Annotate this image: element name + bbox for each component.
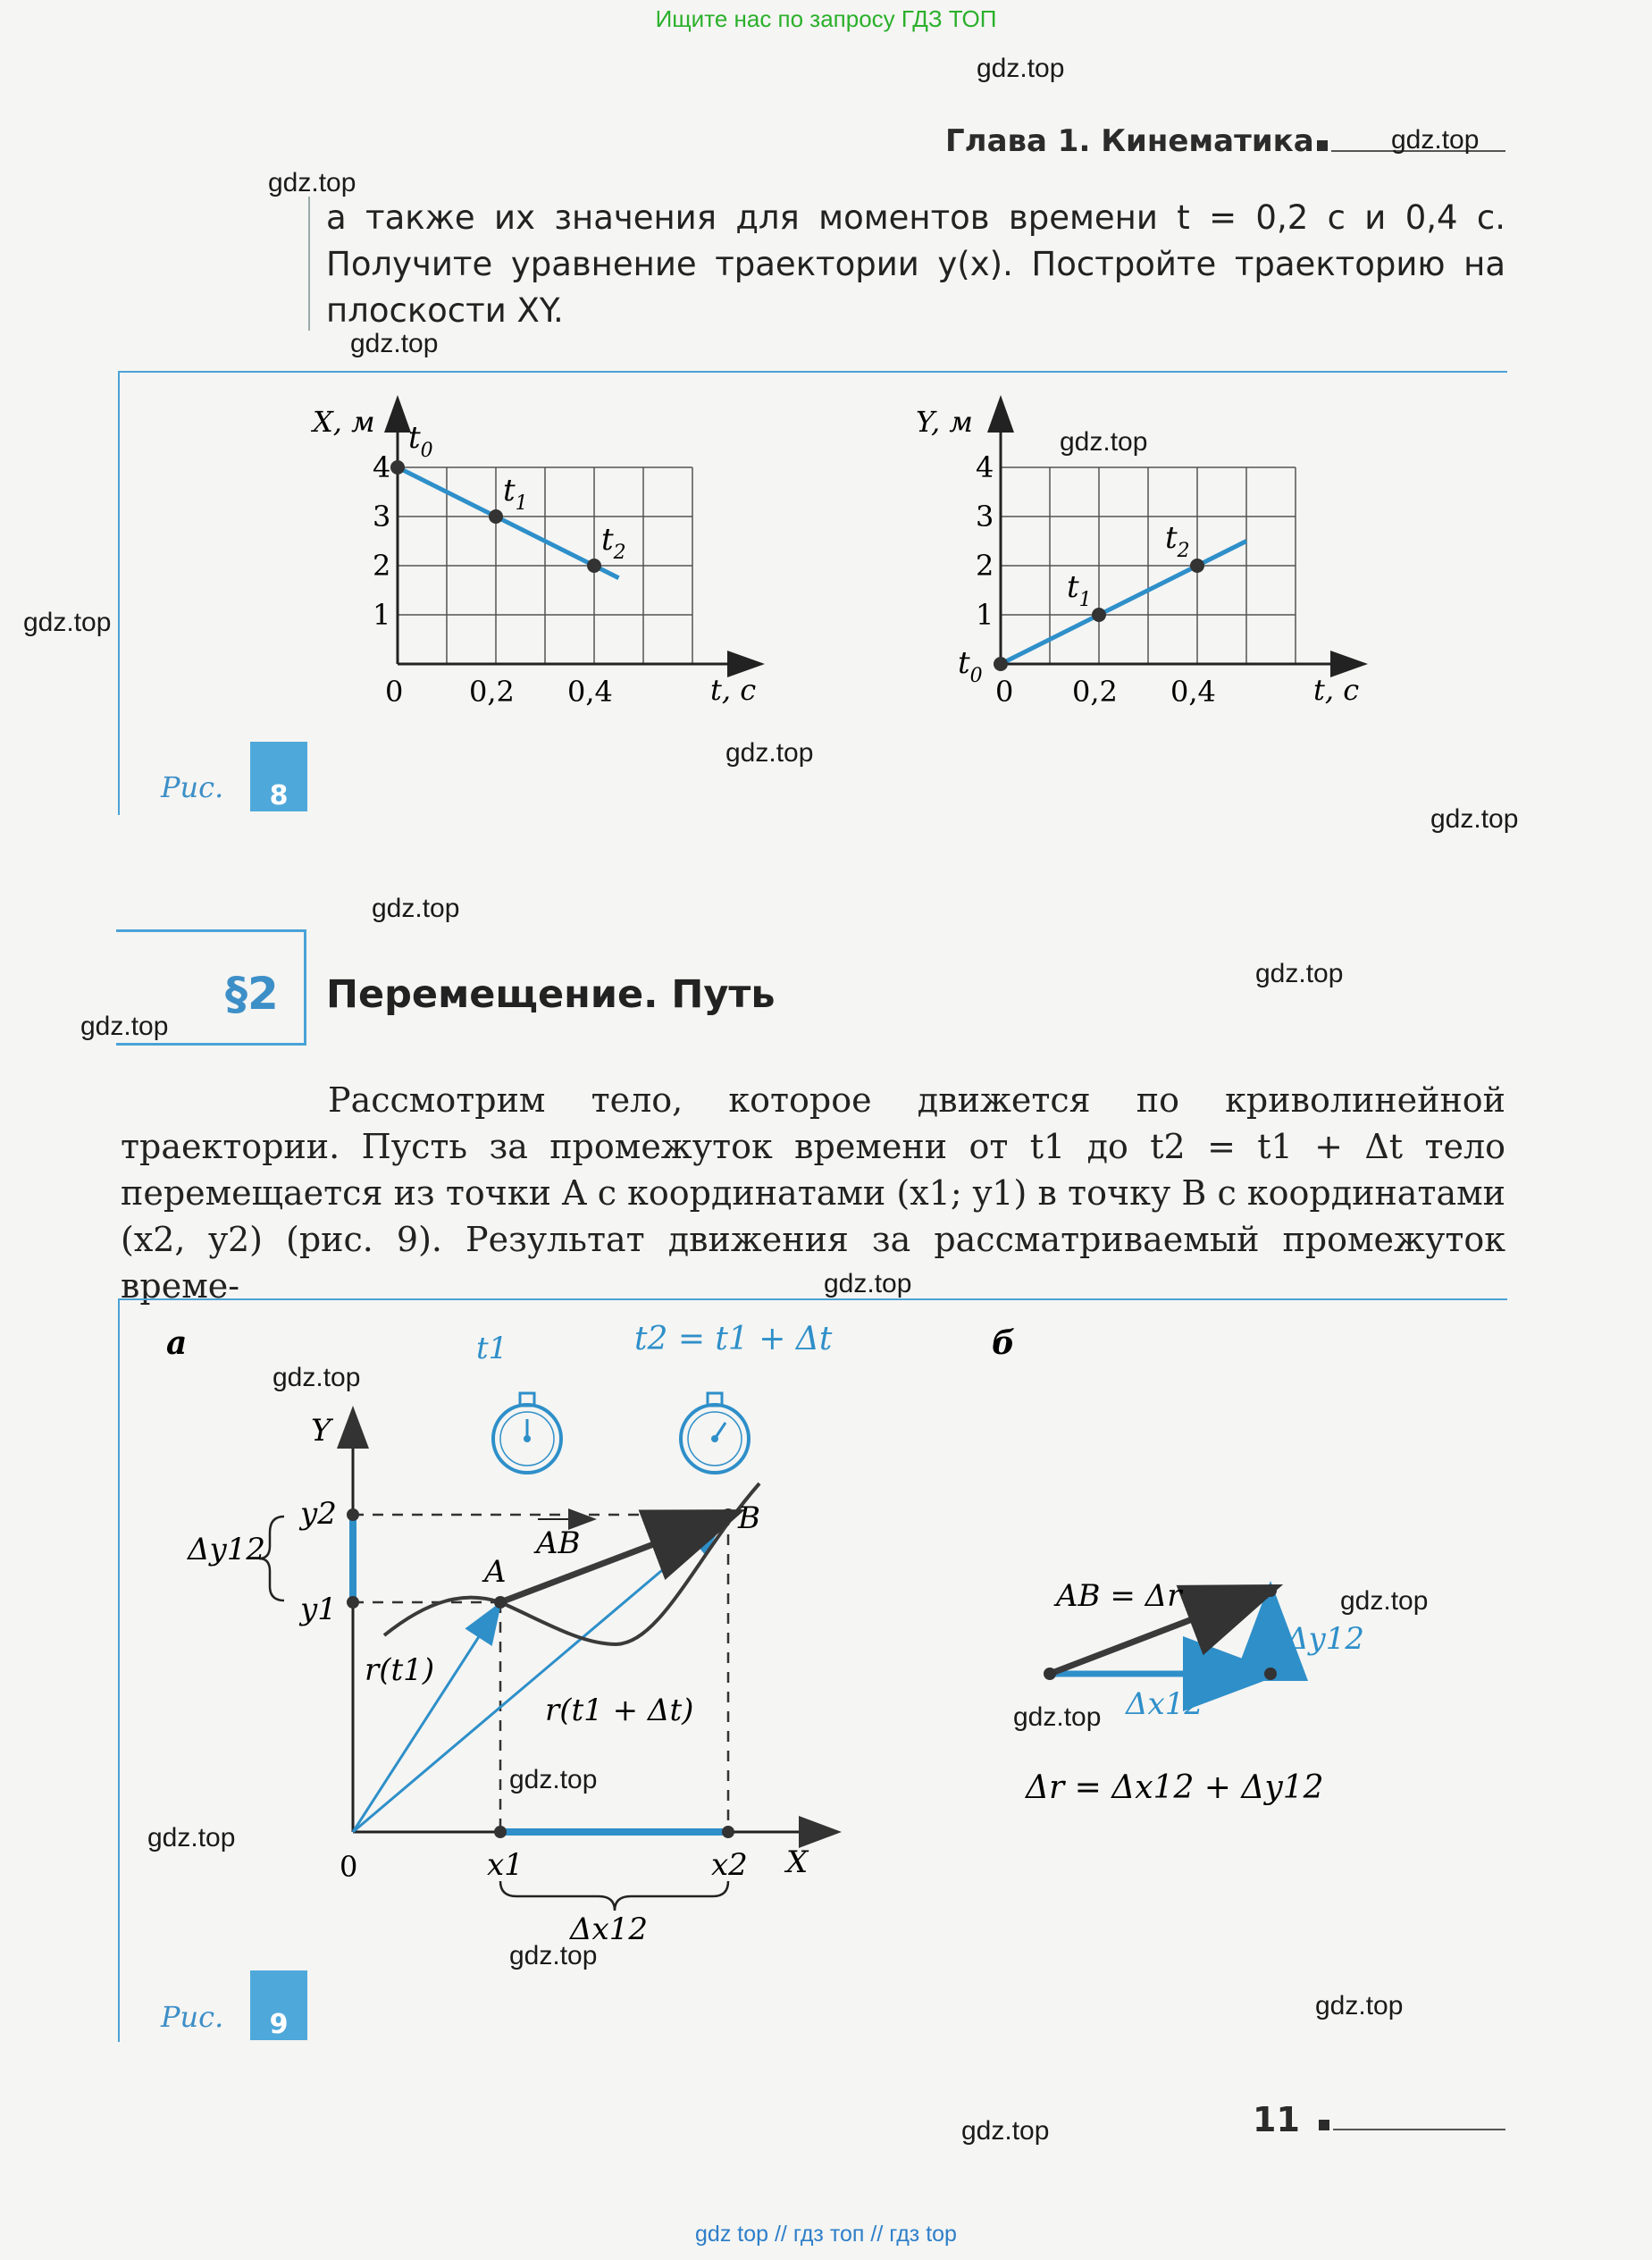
point-label: $t_0$ bbox=[958, 645, 983, 687]
point-label: $t_0$ bbox=[408, 420, 433, 462]
y-tick-label: 4 bbox=[373, 450, 391, 484]
y-tick-label: 3 bbox=[976, 500, 994, 533]
watermark: gdz.top bbox=[1315, 1991, 1404, 2021]
y-tick-label: 4 bbox=[976, 450, 994, 484]
label-b-dy12: Δy12 bbox=[1287, 1621, 1365, 1657]
label-r-t1-dt: r(t1 + Δt) bbox=[545, 1693, 694, 1728]
point-b-dot bbox=[722, 1508, 734, 1521]
watermark: gdz.top bbox=[147, 1823, 236, 1853]
label-t2-eq: t2 = t1 + Δt bbox=[634, 1321, 833, 1357]
watermark: gdz.top bbox=[1391, 125, 1480, 155]
watermark: gdz.top bbox=[824, 1269, 912, 1298]
page-number: 11 bbox=[1253, 2100, 1300, 2139]
fig9-axis-y-label: Y bbox=[311, 1413, 331, 1449]
point-a-dot bbox=[494, 1596, 507, 1609]
stopwatch-icon-t2 bbox=[681, 1393, 749, 1473]
point-label: $t_1$ bbox=[503, 473, 528, 515]
watermark: gdz.top bbox=[1060, 427, 1148, 457]
watermark: gdz.top bbox=[1430, 804, 1519, 834]
label-point-a: A bbox=[484, 1554, 507, 1590]
x2-dot bbox=[722, 1826, 734, 1838]
label-point-b: B bbox=[738, 1500, 760, 1536]
label-ab: AB bbox=[536, 1525, 581, 1561]
dx12-brace bbox=[500, 1881, 728, 1911]
y2-dot bbox=[347, 1508, 359, 1521]
label-y2: y2 bbox=[300, 1496, 337, 1532]
x-tick-label: 0,4 bbox=[1170, 675, 1216, 709]
watermark: gdz.top bbox=[350, 329, 439, 358]
b-start-dot bbox=[1044, 1668, 1056, 1680]
fig9-origin-label: 0 bbox=[340, 1850, 358, 1884]
watermark: gdz.top bbox=[372, 894, 460, 923]
watermark: gdz.top bbox=[509, 1765, 598, 1794]
watermark: gdz.top bbox=[268, 168, 356, 197]
point-label: $t_2$ bbox=[601, 522, 626, 564]
y1-dot bbox=[347, 1596, 359, 1609]
x-axis-label: t, с bbox=[1313, 673, 1360, 707]
y-tick-label: 2 bbox=[373, 549, 391, 583]
label-x1: x1 bbox=[487, 1847, 524, 1883]
watermark: gdz.top bbox=[961, 2116, 1050, 2146]
label-dx12: Δx12 bbox=[570, 1911, 648, 1947]
section-title: Перемещение. Путь bbox=[326, 972, 776, 1017]
watermark: gdz.top bbox=[80, 1012, 169, 1041]
task-text: а также их значения для моментов времени t = 0,2 с и 0,4 с. Получите уравнение траектории y(x). Постройте траекторию на плоскости XY. bbox=[326, 198, 1505, 330]
watermark: gdz.top bbox=[23, 608, 112, 637]
y-tick-label: 1 bbox=[976, 598, 994, 632]
chapter-title: Глава 1. Кинематика bbox=[945, 123, 1314, 159]
b-end-dot bbox=[1264, 1584, 1277, 1597]
panel-a-label: а bbox=[166, 1324, 188, 1362]
x1-dot bbox=[494, 1826, 507, 1838]
label-x2: x2 bbox=[711, 1847, 748, 1883]
y-tick-label: 1 bbox=[373, 598, 391, 632]
watermark: gdz.top bbox=[1013, 1702, 1102, 1732]
y-tick-label: 2 bbox=[976, 549, 994, 583]
label-t1-watch: t1 bbox=[476, 1331, 508, 1366]
x-tick-label: 0,2 bbox=[469, 675, 515, 709]
point-label: $t_2$ bbox=[1165, 520, 1190, 562]
page-number-marker bbox=[1319, 2120, 1329, 2130]
y-axis-label: X, м bbox=[313, 405, 375, 439]
label-dy12: Δy12 bbox=[188, 1532, 266, 1567]
bottom-banner[interactable]: gdz top // гдз топ // гдз top bbox=[695, 2222, 957, 2247]
ab-vector bbox=[500, 1518, 722, 1602]
y-axis-label: Y, м bbox=[916, 405, 973, 439]
x-axis-label: t, с bbox=[710, 673, 757, 707]
page-number-rule bbox=[1333, 2129, 1505, 2130]
watermark: gdz.top bbox=[977, 54, 1065, 83]
figure-9-label: Рис. bbox=[161, 2000, 224, 2034]
r-t1-vector bbox=[353, 1610, 496, 1832]
watermark: gdz.top bbox=[1340, 1586, 1429, 1616]
x-tick-label: 0,2 bbox=[1072, 675, 1118, 709]
fig9-axis-x-label: X bbox=[786, 1844, 809, 1880]
x-tick-label: 0 bbox=[995, 675, 1014, 709]
y-tick-label: 3 bbox=[373, 500, 391, 533]
section-number-value: 2 bbox=[247, 968, 279, 1020]
figure-8-label: Рис. bbox=[161, 770, 224, 804]
label-dr-sum: Δr = Δx12 + Δy12 bbox=[1026, 1769, 1324, 1806]
watermark: gdz.top bbox=[273, 1363, 361, 1392]
label-ab-eq-dr: AB = Δr bbox=[1056, 1578, 1182, 1614]
label-r-t1: r(t1) bbox=[365, 1652, 435, 1688]
label-b-dx12: Δx12 bbox=[1126, 1686, 1203, 1722]
stopwatch-icon-t1 bbox=[493, 1393, 561, 1473]
x-tick-label: 0 bbox=[385, 675, 404, 709]
watermark: gdz.top bbox=[1255, 959, 1344, 988]
label-y1: y1 bbox=[300, 1592, 337, 1627]
watermark: gdz.top bbox=[509, 1941, 598, 1970]
paragraph-text: Рассмотрим тело, которое движется по криволинейной траектории. Пусть за промежуток времени от t1 до t2 = t1 + Δt тело перемещается из точки A с координатами (x1; y1) в точку B с координатами (x2, y2) (рис. 9). Результат движения за рассматриваемый промежуток време- bbox=[121, 1080, 1505, 1306]
point-label: $t_1$ bbox=[1067, 569, 1092, 611]
trajectory-curve bbox=[384, 1483, 759, 1644]
watermark: gdz.top bbox=[725, 738, 814, 768]
top-banner[interactable]: Ищите нас по запросу ГДЗ ТОП bbox=[655, 5, 997, 32]
figure-8-number: 8 bbox=[250, 742, 307, 811]
figure-9-number: 9 bbox=[250, 1970, 307, 2040]
panel-b-label: б bbox=[992, 1324, 1015, 1362]
b-corner-dot bbox=[1264, 1668, 1277, 1680]
x-tick-label: 0,4 bbox=[567, 675, 613, 709]
section-symbol: § bbox=[225, 968, 247, 1020]
